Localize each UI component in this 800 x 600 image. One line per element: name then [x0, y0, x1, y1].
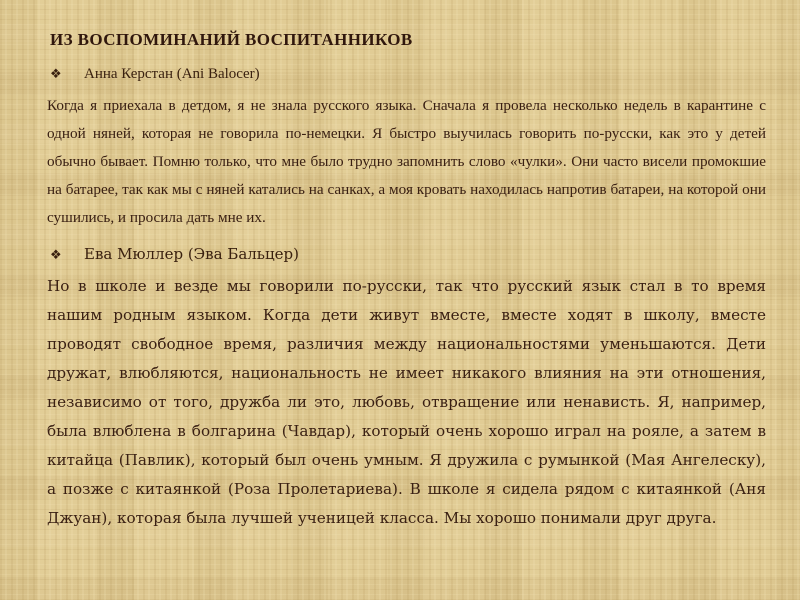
memoir-paragraph-anna: Когда я приехала в детдом, я не знала русского языка. Сначала я провела несколько недель в карантине с одной няней, которая не говорила по-немецки. Я быстро выучилась говорить по-русски, как это у детей обычно бывает. Помню только, что мне было трудно запомнить слово «чулки». Они часто висели промокшие на батарее, так как мы с няней катались на санках, а моя кровать находилась напротив батареи, на которой они сушились, и просила дать мне их. [47, 97, 766, 226]
memoir-paragraph-eva: Но в школе и везде мы говорили по-русски, так что русский язык стал в то время нашим родным языком. Когда дети живут вместе, вместе ходят в школу, вместе проводят свободное время, различия между национальностями уменьшаются. Дети дружат, влюбляются, национальность не имеет никакого влияния на эти отношения, независимо от того, дружба ли это, любовь, отвращение или ненависть. Я, например, была влюблена в болгарина (Чавдар), который очень хорошо играл на рояле, а затем в китайца (Павлик), который был очень умным. Я дружила с румынкой (Мая Ангелеску), а позже с китаянкой (Роза Пролетариева). В школе я сидела рядом с китаянкой (Аня Джуан), которая была лучшей ученицей класса. Мы хорошо понимали друг друга. [47, 277, 766, 527]
slide-title: ИЗ ВОСПОМИНАНИЙ ВОСПИТАННИКОВ [50, 30, 413, 49]
diamond-bullet-icon: ❖ [50, 248, 62, 263]
bullet-item-anna [50, 66, 766, 83]
bullet-heading-anna: Анна Керстан (Ani Balocer) [84, 66, 260, 82]
bullet-item-eva [50, 245, 766, 263]
bullet-heading-eva: Ева Мюллер (Эва Бальцер) [84, 245, 299, 263]
diamond-bullet-icon: ❖ [50, 67, 62, 82]
